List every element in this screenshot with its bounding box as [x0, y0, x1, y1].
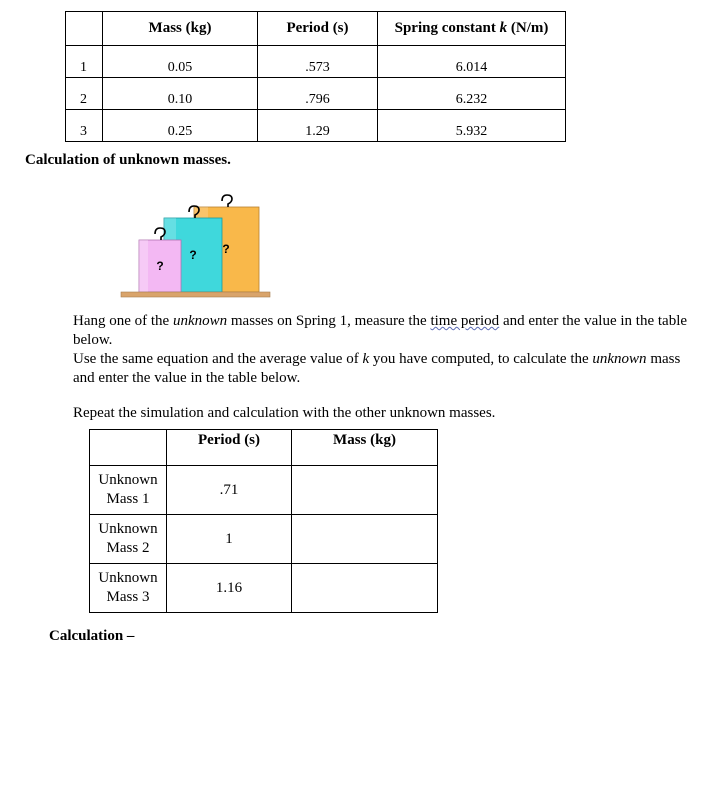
header-blank — [90, 430, 167, 466]
k-cell: 6.232 — [378, 78, 566, 110]
row-index: 2 — [66, 78, 103, 110]
header-mass: Mass (kg) — [103, 12, 258, 46]
calculation-label: Calculation – — [49, 628, 135, 644]
table-row — [90, 515, 438, 564]
known-mass-table — [65, 11, 566, 142]
table-row — [66, 46, 566, 78]
period-cell: .71 — [167, 466, 292, 515]
header-period: Period (s) — [258, 12, 378, 46]
unknown-masses-figure — [118, 188, 273, 300]
mass-cell: 0.25 — [103, 110, 258, 142]
header-mass: Mass (kg) — [292, 430, 438, 466]
base-platform — [121, 292, 270, 297]
period-cell: 1 — [167, 515, 292, 564]
table-row — [90, 466, 438, 515]
row-index: 1 — [66, 46, 103, 78]
table-row — [66, 110, 566, 142]
table-row — [66, 78, 566, 110]
header-spring-constant: Spring constant k (N/m) — [378, 12, 566, 46]
header-index — [66, 12, 103, 46]
k-cell: 5.932 — [378, 110, 566, 142]
instruction-paragraph: Hang one of the unknown masses on Spring 1, measure the time period and enter the value in the table below. Use the same equation and the average value of k you have computed, to calculate the unknown mass and enter the value in the table below. — [73, 313, 688, 386]
mass-cell: 0.05 — [103, 46, 258, 78]
row-index: 3 — [66, 110, 103, 142]
section-heading: Calculation of unknown masses. — [25, 152, 231, 168]
repeat-instruction: Repeat the simulation and calculation with the other unknown masses. — [73, 405, 496, 421]
unknown-mass-table — [89, 429, 438, 613]
mass-input-cell[interactable] — [292, 515, 438, 564]
orange-question-mark: ? — [222, 242, 230, 256]
table-header-row — [66, 12, 566, 46]
unknown-mass-label: Unknown Mass 3 — [90, 564, 167, 613]
table-header-row — [90, 430, 438, 466]
table-row — [90, 564, 438, 613]
period-cell: 1.16 — [167, 564, 292, 613]
period-cell: 1.29 — [258, 110, 378, 142]
mass-input-cell[interactable] — [292, 466, 438, 515]
mass-input-cell[interactable] — [292, 564, 438, 613]
mass-cell: 0.10 — [103, 78, 258, 110]
unknown-mass-label: Unknown Mass 1 — [90, 466, 167, 515]
period-cell: .573 — [258, 46, 378, 78]
k-cell: 6.014 — [378, 46, 566, 78]
period-cell: .796 — [258, 78, 378, 110]
header-period: Period (s) — [167, 430, 292, 466]
unknown-mass-label: Unknown Mass 2 — [90, 515, 167, 564]
pink-question-mark: ? — [156, 259, 164, 273]
cyan-question-mark: ? — [189, 248, 197, 262]
